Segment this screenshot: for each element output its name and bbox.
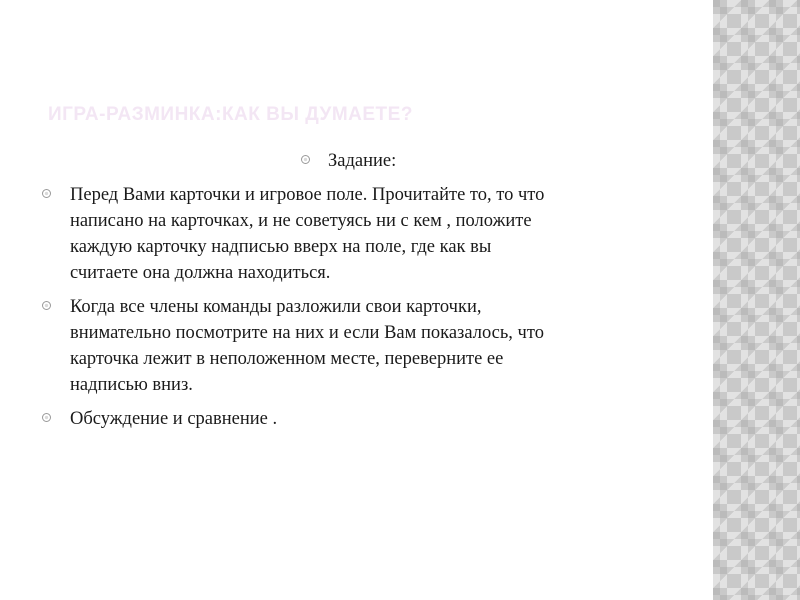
list-item-text: Задание: xyxy=(328,151,397,171)
list-item-team-check xyxy=(40,294,680,398)
list-item-text: считаете она должна находиться. xyxy=(70,263,331,283)
circle-bullet-icon xyxy=(42,301,51,310)
slide-body xyxy=(40,148,680,440)
decorative-side-band xyxy=(713,0,800,600)
list-item-text: каждую карточку надписью вверх на поле, где как вы xyxy=(70,237,492,257)
list-item-text: Обсуждение и сравнение . xyxy=(70,409,278,429)
list-item-text: написано на карточках, и не советуясь ни с кем , положите xyxy=(70,211,532,231)
list-item-text: Когда все члены команды разложили свои карточки, xyxy=(70,297,482,317)
list-item-text: внимательно посмотрите на них и если Вам показалось, что xyxy=(70,323,544,343)
circle-bullet-icon xyxy=(301,155,310,164)
list-item-text: Перед Вами карточки и игровое поле. Прочитайте то, то что xyxy=(70,185,545,205)
list-item-text: карточка лежит в неположенном месте, переверните ее xyxy=(70,349,504,369)
circle-bullet-icon xyxy=(42,189,51,198)
list-item-task-heading xyxy=(40,148,680,174)
list-item-instructions xyxy=(40,182,680,286)
list-item-text: надписью вниз. xyxy=(70,375,193,395)
slide-title: ИГРА-РАЗМИНКА:КАК ВЫ ДУМАЕТЕ? xyxy=(48,104,413,125)
circle-bullet-icon xyxy=(42,413,51,422)
list-item-discussion xyxy=(40,406,680,432)
